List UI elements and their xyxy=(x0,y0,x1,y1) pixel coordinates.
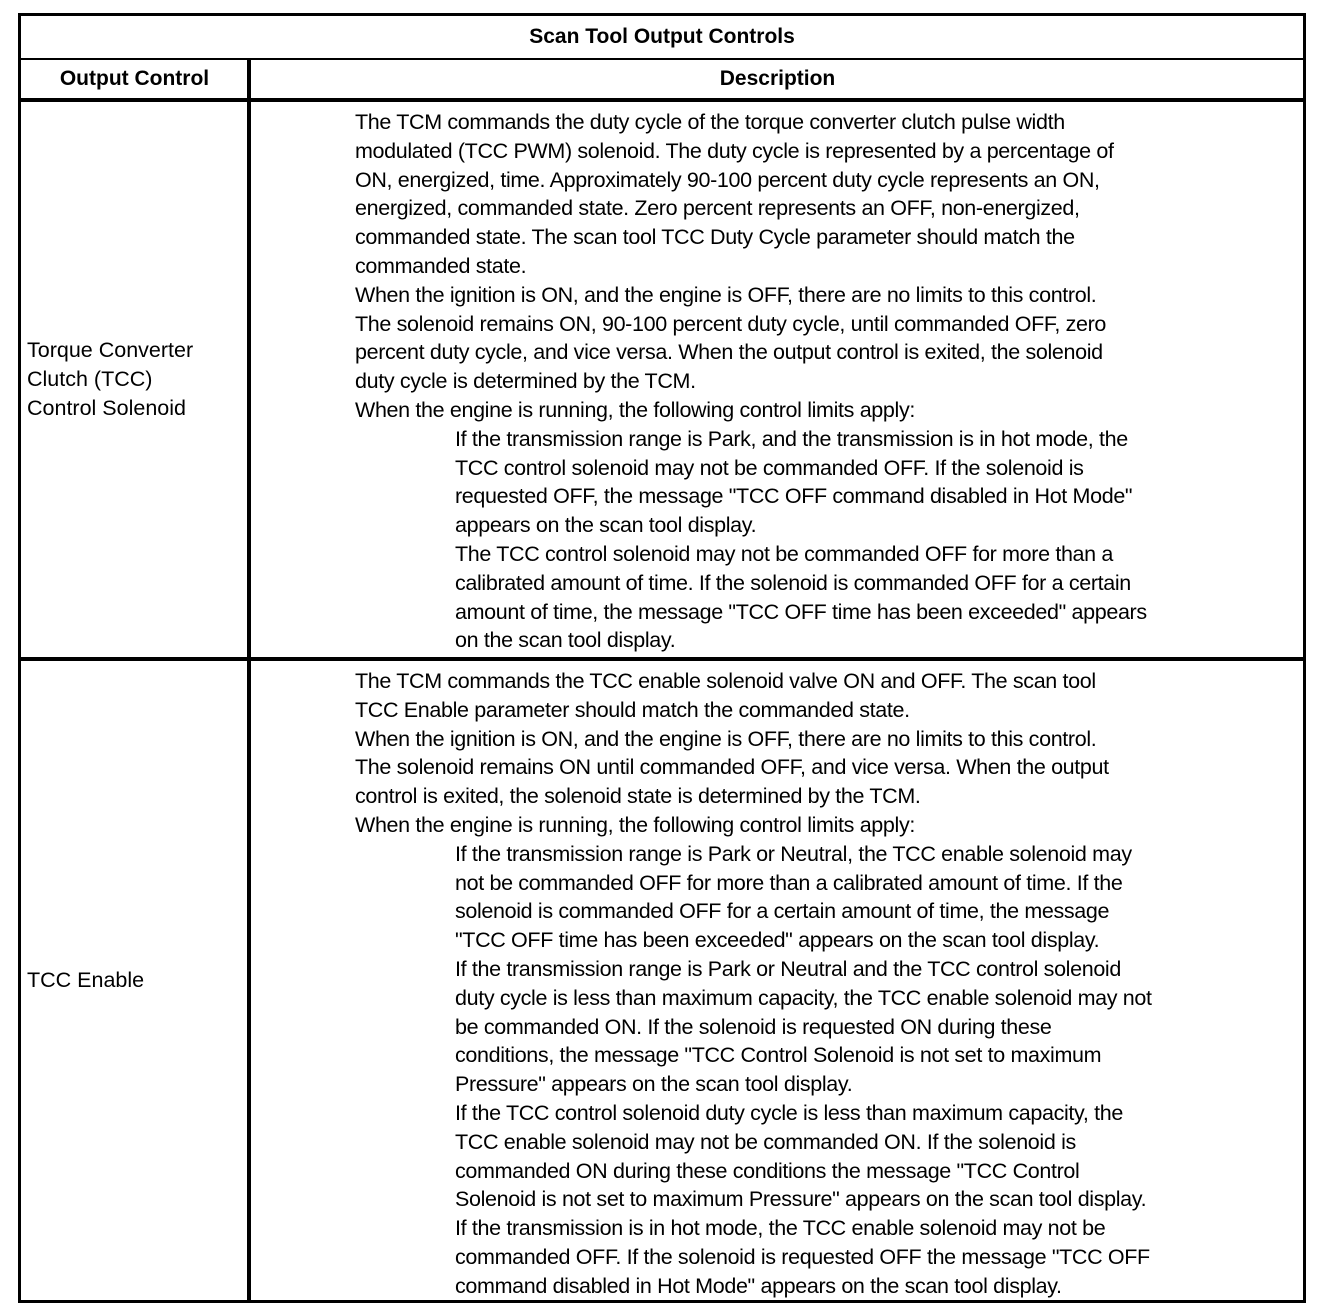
description-limit-line: If the transmission range is Park, and the transmission is in hot mode, the xyxy=(455,426,1128,451)
description-limit-line: on the scan tool display. xyxy=(455,628,676,653)
description-limit-line: duty cycle is less than maximum capacity, the TCC enable solenoid may not xyxy=(455,985,1152,1010)
description-limit-line: commanded ON during these conditions the message "TCC Control xyxy=(455,1158,1080,1183)
description-line: energized, commanded state. Zero percent represents an OFF, non-energized, xyxy=(355,196,1080,221)
description-limit-line: command disabled in Hot Mode" appears on the scan tool display. xyxy=(455,1273,1062,1298)
output-control-line: Clutch (TCC) xyxy=(27,367,153,391)
description-line: When the engine is running, the following control limits apply: xyxy=(355,397,915,422)
description-line: The solenoid remains ON, 90-100 percent duty cycle, until commanded OFF, zero xyxy=(355,311,1106,336)
description-limit-line: be commanded ON. If the solenoid is requested ON during these xyxy=(455,1014,1052,1039)
description-line: The TCM commands the duty cycle of the torque converter clutch pulse width xyxy=(355,110,1065,134)
output-control-line: Control Solenoid xyxy=(27,396,186,420)
description-line: commanded state. xyxy=(355,253,527,278)
header-output-control: Output Control xyxy=(59,67,210,90)
description-limit-line: amount of time, the message "TCC OFF time has been exceeded" appears xyxy=(455,599,1147,624)
table-header-row xyxy=(21,60,1303,102)
description-line: commanded state. The scan tool TCC Duty Cycle parameter should match the xyxy=(355,225,1075,250)
table-row-tcc-control-solenoid xyxy=(21,102,1303,661)
description-limit-line: The TCC control solenoid may not be commanded OFF for more than a xyxy=(455,541,1113,566)
output-controls-table xyxy=(18,13,1306,1303)
description-line: When the ignition is ON, and the engine is OFF, there are no limits to this control. xyxy=(355,726,1097,751)
description-limit-line: TCC control solenoid may not be commanded OFF. If the solenoid is xyxy=(455,455,1084,480)
output-control-line: TCC Enable xyxy=(27,968,145,992)
description-limit-line: TCC enable solenoid may not be commanded ON. If the solenoid is xyxy=(455,1129,1076,1154)
output-control-cell xyxy=(27,102,242,657)
description-limit-line: requested OFF, the message "TCC OFF command disabled in Hot Mode" xyxy=(455,484,1133,509)
output-control-line: Torque Converter xyxy=(27,338,194,362)
description-limit-line: If the TCC control solenoid duty cycle is less than maximum capacity, the xyxy=(455,1100,1123,1125)
table-row-tcc-enable xyxy=(21,661,1303,1300)
description-line: The TCM commands the TCC enable solenoid valve ON and OFF. The scan tool xyxy=(355,669,1096,693)
description-limit-line: calibrated amount of time. If the solenoid is commanded OFF for a certain xyxy=(455,570,1131,595)
table-title xyxy=(21,16,1303,60)
description-limit-line: conditions, the message "TCC Control Solenoid is not set to maximum xyxy=(455,1043,1102,1068)
description-limit-line: Pressure" appears on the scan tool display. xyxy=(455,1072,853,1097)
description-limit-line: appears on the scan tool display. xyxy=(455,513,757,538)
description-line: modulated (TCC PWM) solenoid. The duty cycle is represented by a percentage of xyxy=(355,138,1114,163)
description-limit-line: commanded OFF. If the solenoid is requested OFF the message "TCC OFF xyxy=(455,1244,1150,1269)
description-cell xyxy=(355,108,1303,655)
description-limit-line: If the transmission is in hot mode, the TCC enable solenoid may not be xyxy=(455,1216,1106,1241)
description-line: When the ignition is ON, and the engine is OFF, there are no limits to this control. xyxy=(355,282,1097,307)
description-limit-line: If the transmission range is Park or Neutral and the TCC control solenoid xyxy=(455,956,1121,981)
description-line: TCC Enable parameter should match the commanded state. xyxy=(355,697,910,722)
description-limit-line: not be commanded OFF for more than a calibrated amount of time. If the xyxy=(455,870,1123,895)
description-line: The solenoid remains ON until commanded OFF, and vice versa. When the output xyxy=(355,755,1109,780)
description-line: ON, energized, time. Approximately 90-100 percent duty cycle represents an ON, xyxy=(355,167,1100,192)
table-title-text: Scan Tool Output Controls xyxy=(529,25,795,48)
header-description: Description xyxy=(719,67,836,90)
description-line: duty cycle is determined by the TCM. xyxy=(355,369,696,394)
description-limit-line: Solenoid is not set to maximum Pressure" appears on the scan tool display. xyxy=(455,1187,1147,1212)
description-line: When the engine is running, the following control limits apply: xyxy=(355,812,915,837)
description-line: control is exited, the solenoid state is determined by the TCM. xyxy=(355,784,921,809)
description-limit-line: "TCC OFF time has been exceeded" appears on the scan tool display. xyxy=(455,928,1100,953)
description-limit-line: solenoid is commanded OFF for a certain amount of time, the message xyxy=(455,899,1110,924)
description-line: percent duty cycle, and vice versa. When the output control is exited, the solenoid xyxy=(355,340,1103,365)
description-limit-line: If the transmission range is Park or Neutral, the TCC enable solenoid may xyxy=(455,841,1132,866)
description-cell xyxy=(355,667,1303,1301)
output-control-cell xyxy=(27,661,242,1300)
